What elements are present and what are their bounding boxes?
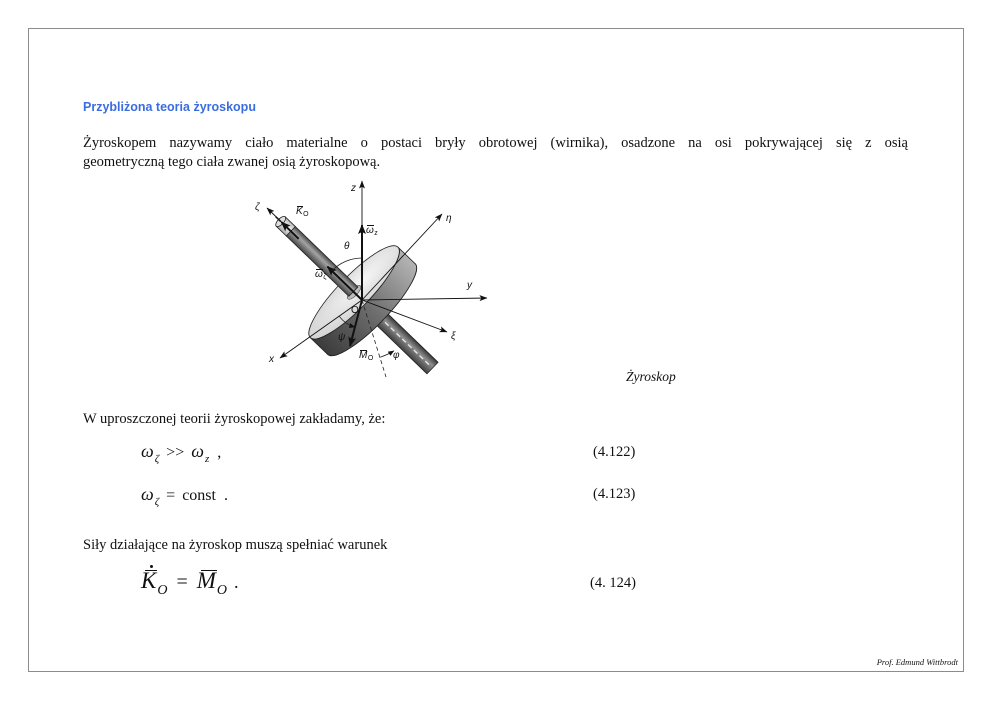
phi-arc	[380, 351, 394, 358]
label-omega-z-symbol: ω	[366, 225, 374, 236]
intro-line: Żyroskopem nazywamy ciało materialne o postaci bryły obrotowej (wirnika), osadzone na osi pokrywającej się z osią	[83, 135, 908, 151]
equation-4-122	[141, 440, 221, 465]
eq-rhs: const	[182, 487, 216, 504]
eq-lhs-sub: ζ	[154, 453, 160, 465]
figure-caption: Żyroskop	[626, 369, 676, 384]
eq-operator: =	[166, 487, 176, 504]
label-y: y	[467, 280, 472, 291]
equation-4-123	[141, 483, 228, 508]
eq-rhs: M	[196, 568, 216, 593]
label-M-sub: O	[367, 355, 374, 362]
equation-4-124	[141, 567, 239, 599]
equation-number: (4. 124)	[590, 575, 636, 591]
eq-rhs-sub: O	[216, 583, 228, 598]
eq-rhs: ω	[191, 441, 204, 461]
label-origin: O	[351, 305, 359, 316]
eq-lhs-sub: ζ	[154, 496, 160, 508]
eq-lhs-sub: O	[157, 583, 168, 598]
eq-lhs: K	[141, 568, 157, 593]
condition-text: Siły działające na żyroskop muszą spełniać warunek	[83, 537, 388, 553]
label-K-sub: O	[303, 211, 309, 218]
intro-paragraph	[83, 134, 908, 172]
label-M-symbol: M	[359, 350, 368, 361]
label-omega-zeta-sub: ζ	[323, 274, 327, 281]
zeta-axis	[267, 208, 283, 223]
eq-end: .	[223, 487, 228, 504]
label-xi: ξ	[451, 331, 456, 342]
label-angular-momentum	[296, 206, 309, 219]
equation-number: (4.123)	[593, 486, 636, 502]
equation-number: (4.122)	[593, 444, 636, 460]
label-eta: η	[446, 213, 452, 224]
label-zeta: ζ	[255, 202, 260, 213]
assumption-text: W uproszczonej teorii żyroskopowej zakładamy, że:	[83, 411, 386, 427]
label-omega-z	[366, 225, 378, 238]
label-phi: φ	[393, 350, 400, 361]
eq-rhs-sub: z	[204, 453, 210, 465]
label-x: x	[269, 354, 274, 365]
eq-lhs: ω	[141, 484, 154, 504]
label-z: z	[351, 183, 356, 194]
eq-operator: >>	[166, 444, 185, 461]
eq-end: ,	[217, 444, 222, 461]
label-psi: ψ	[338, 332, 346, 343]
intro-line: geometryczną tego ciała zwanej osią żyroskopową.	[83, 154, 381, 170]
label-omega-zeta	[315, 269, 326, 282]
label-omega-z-sub: z	[374, 230, 378, 237]
label-moment	[359, 350, 373, 363]
eq-lhs: ω	[141, 441, 154, 461]
eq-end: .	[234, 572, 239, 592]
section-heading: Przybliżona teoria żyroskopu	[83, 100, 256, 114]
label-omega-zeta-symbol: ω	[315, 269, 323, 280]
label-K-symbol: K	[296, 206, 303, 217]
eq-operator: =	[176, 571, 188, 593]
label-theta: θ	[344, 241, 350, 252]
footer-author: Prof. Edmund Wittbrodt	[876, 657, 958, 667]
